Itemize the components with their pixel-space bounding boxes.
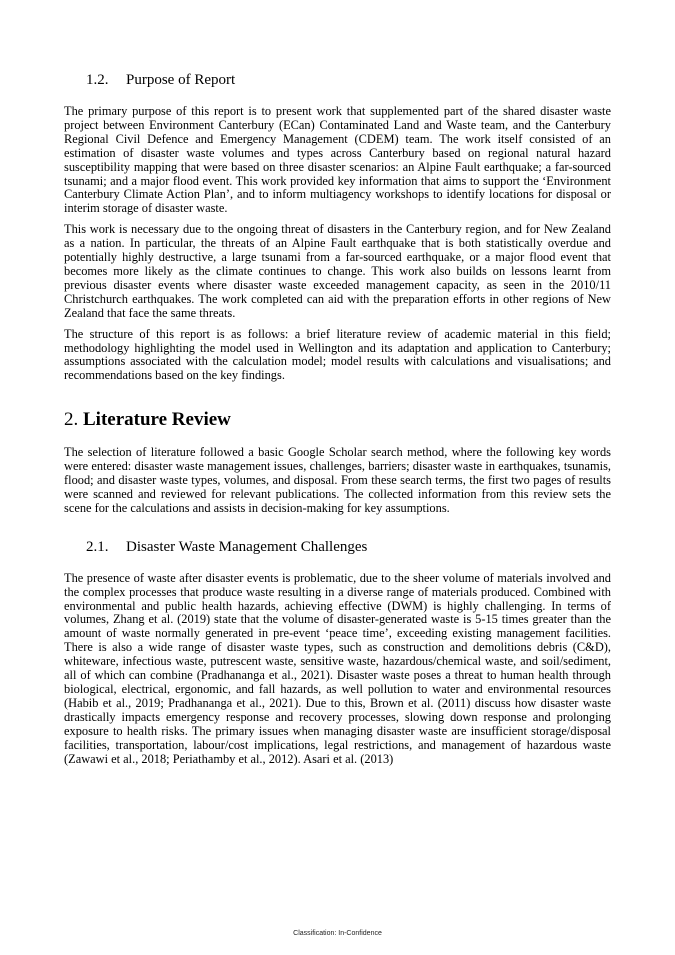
paragraph: The selection of literature followed a basic Google Scholar search method, where the following key words were entered: disaster waste management issues, challenges, barriers; disaster waste in earthquakes, tsunamis, flood; and disaster waste types, volumes, and disposal. From these search terms, the first two pages of results were scanned and reviewed for relevant publications. The collected information from this review sets the scene for the calculations and assists in decision-making for key assumptions.	[64, 445, 611, 515]
section-number: 2.	[64, 409, 79, 431]
paragraph: This work is necessary due to the ongoing threat of disasters in the Canterbury region, and for New Zealand as a nation. In particular, the threats of an Alpine Fault earthquake that is both statistically overdue and potentially highly destructive, a large tsunami from a far-sourced earthquake, or a major flood event that becomes more likely as the climate continues to change. This work also builds on lessons learnt from previous disaster events where disaster waste exceeded management capacity, as seen in the 2010/11 Christchurch earthquakes. The work completed can aid with the preparation efforts in other regions of New Zealand that face the same threats.	[64, 222, 611, 320]
page-content	[64, 70, 611, 773]
section-number: 1.2.	[86, 72, 109, 88]
classification-footer: Classification: In-Confidence	[293, 930, 382, 937]
section-heading-1-2	[86, 70, 611, 90]
paragraph: The presence of waste after disaster events is problematic, due to the sheer volume of materials involved and the complex processes that produce waste resulting in a diverse range of materials produced. Combined with environmental and public health hazards, achieving effective (DWM) is highly challenging. In terms of volumes, Zhang et al. (2019) state that the volume of disaster-generated waste is 5-15 times greater than the amount of waste normally generated in pre-event ‘peace time’, exceeding existing management facilities. There is also a wide range of disaster waste types, such as construction and demolitions debris (C&D), whiteware, infectious waste, putrescent waste, sensitive waste, hazardous/chemical waste, and soil/sediment, all of which can combine (Pradhananga et al., 2021). Disaster waste poses a threat to human health through biological, electrical, ergonomic, and fall hazards, as well pollution to water and environmental resources (Habib et al., 2019; Pradhananga et al., 2021). Due to this, Brown et al. (2011) discuss how disaster waste drastically impacts emergency response and recovery processes, slowing down response and prolonging exposure to health risks. The primary issues when managing disaster waste are insufficient storage/disposal facilities, transportation, labour/cost implications, legal restrictions, and management of hazardous waste (Zawawi et al., 2018; Periathamby et al., 2012). Asari et al. (2013)	[64, 570, 611, 766]
section-title: Disaster Waste Management Challenges	[126, 538, 368, 555]
section-heading-2	[64, 408, 611, 432]
section-title: Purpose of Report	[126, 72, 236, 88]
paragraph: The primary purpose of this report is to present work that supplemented part of the shared disaster waste project between Environment Canterbury (ECan) Contaminated Land and Waste team, and the Canterbury Regional Civil Defence and Emergency Management (CDEM) team. The work itself consisted of an estimation of disaster waste volumes and types across Canterbury based on regional natural hazard susceptibility mapping that were based on three disaster scenarios: an Alpine Fault earthquake; a far-sourced tsunami; and a major flood event. This work provided key information that aims to support the ‘Environment Canterbury Climate Action Plan’, and to inform multiagency workshops to identify locations for disposal or interim storage of disaster waste.	[64, 104, 611, 216]
section-title: Literature Review	[83, 409, 231, 431]
paragraph: The structure of this report is as follows: a brief literature review of academic material in this field; methodology highlighting the model used in Wellington and its adaptation and application to Canterbury; assumptions associated with the calculation model; model results with calculations and visualisations; and recommendations based on the key findings.	[64, 326, 611, 383]
section-heading-2-1	[86, 537, 611, 557]
section-number: 2.1.	[86, 538, 109, 555]
